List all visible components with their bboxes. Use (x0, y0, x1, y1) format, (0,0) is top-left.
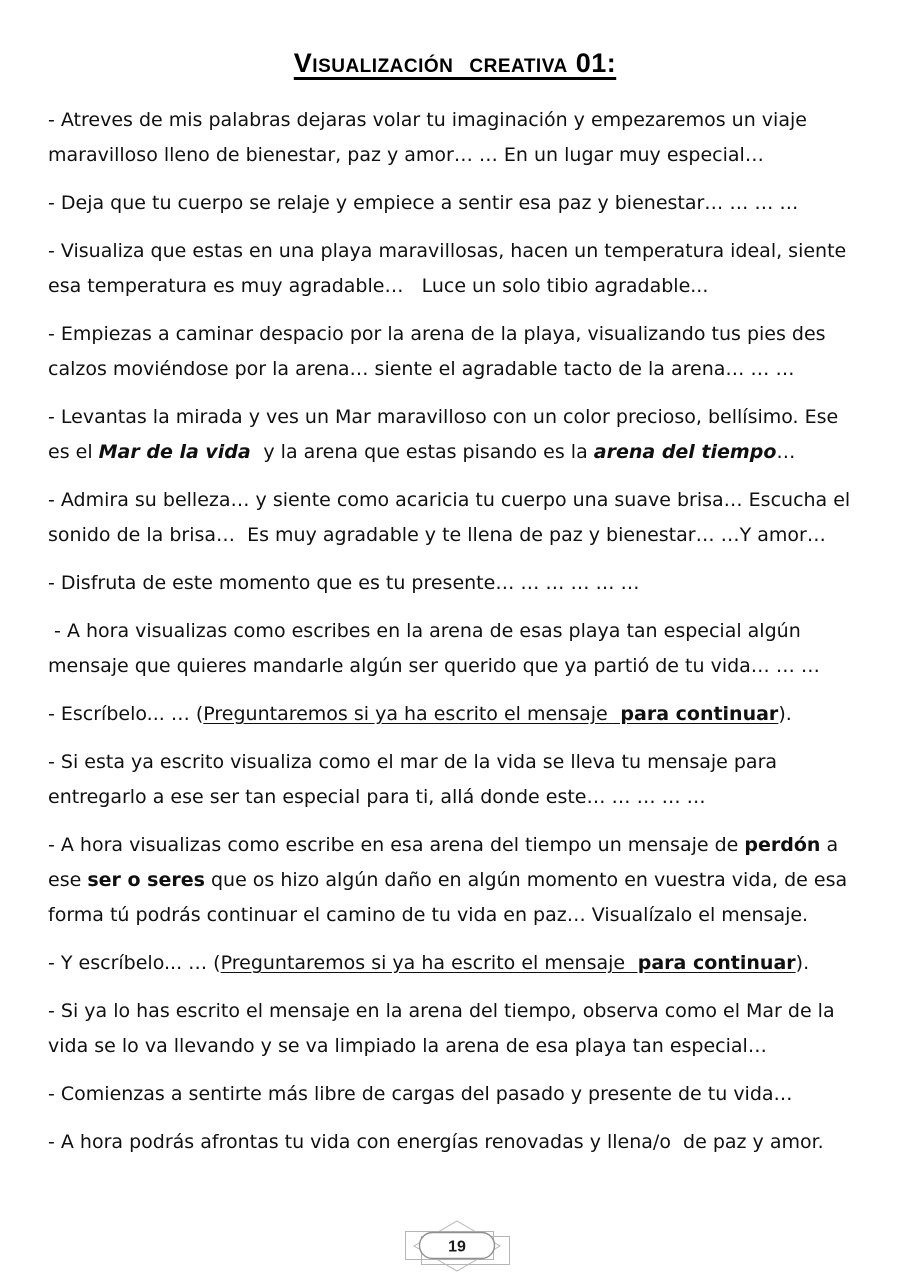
text-segment: - Si ya lo has escrito el mensaje en la arena del tiempo, observa como el Mar de la vida se lo va llevando y se va limpiado la arena de esa playa tan especial… (48, 1000, 841, 1057)
text-segment: - A hora visualizas como escribe en esa arena del tiempo un mensaje de (48, 834, 745, 856)
text-segment: - Empiezas a caminar despacio por la arena de la playa, visualizando tus pies des calzos moviéndose por la arena… siente el agradable tacto de la arena… … … (48, 323, 832, 380)
text-segment: ). (778, 703, 792, 725)
text-segment: ). (795, 952, 810, 974)
text-segment: a ese (48, 834, 845, 891)
text-segment-u: Preguntaremos si ya ha escrito el mensaje (220, 952, 632, 974)
paragraph (48, 186, 862, 221)
text-segment: … (776, 441, 796, 463)
text-segment-bu: para continuar (613, 703, 779, 725)
paragraph (48, 103, 862, 173)
paragraph (48, 745, 862, 815)
page-number: 19 (448, 1238, 466, 1256)
text-segment: que os hizo algún daño en algún momento en vuestra vida, de esa forma tú podrás continuar el camino de tu vida en paz… Visualízalo el mensaje. (48, 869, 854, 926)
paragraph (48, 614, 862, 684)
paragraph (48, 483, 862, 553)
text-segment: - Disfruta de este momento que es tu presente… … … … … … (48, 572, 640, 594)
paragraph (48, 1077, 862, 1112)
text-segment: y la arena que estas pisando es la (257, 441, 594, 463)
text-segment: - Si esta ya escrito visualiza como el mar de la vida se lleva tu mensaje para entregarlo a ese ser tan especial para ti, allá donde este… … … … … (48, 751, 784, 808)
page-title: Visualización creativa 01: (293, 48, 617, 78)
text-segment: - A hora podrás afrontas tu vida con energías renovadas y llena/o de paz y amor. (48, 1131, 824, 1153)
text-segment: - Admira su belleza… y siente como acaricia tu cuerpo una suave brisa… Escucha el sonido de la brisa… Es muy agradable y te llena de paz y bienestar… …Y amor… (48, 489, 857, 546)
text-segment: - Atreves de mis palabras dejaras volar tu imaginación y empezaremos un viaje maravilloso lleno de bienestar, paz y amor… … En un lugar muy especial… (48, 109, 813, 166)
text-segment: - Comienzas a sentirte más libre de cargas del pasado y presente de tu vida… (48, 1083, 793, 1105)
paragraph (48, 946, 862, 981)
text-segment-bi: arena del tiempo (593, 441, 777, 463)
paragraph (48, 400, 862, 470)
text-segment: - Visualiza que estas en una playa maravillosas, hacen un temperatura ideal, siente esa temperatura es muy agradable… Luce un solo tibio agradable... (48, 240, 853, 297)
paragraph (48, 317, 862, 387)
text-segment-b: ser o seres (87, 869, 205, 891)
paragraph (48, 1125, 862, 1160)
text-segment-bu: para continuar (631, 952, 796, 974)
page-number-ornament (399, 1219, 517, 1275)
text-segment: - Deja que tu cuerpo se relaje y empiece a sentir esa paz y bienestar… … … … (48, 192, 799, 214)
text-segment-b: perdón (744, 834, 821, 856)
ornament-graphic (399, 1219, 517, 1275)
paragraph (48, 566, 862, 601)
text-segment: - Escríbelo... … ( (48, 703, 204, 725)
text-segment: - Y escríbelo... … ( (48, 952, 221, 974)
text-segment-bi: Mar de la vida (98, 441, 258, 463)
paragraph (48, 697, 862, 732)
paragraph (48, 828, 862, 933)
text-segment: - Levantas la mirada y ves un Mar maravilloso con un color precioso, bellísimo. Ese es el (48, 406, 845, 463)
paragraph (48, 234, 862, 304)
text-segment-u: Preguntaremos si ya ha escrito el mensaje (203, 703, 614, 725)
paragraph (48, 994, 862, 1064)
document-body (48, 103, 862, 1160)
text-segment: - A hora visualizas como escribes en la arena de esas playa tan especial algún mensaje que quieres mandarle algún ser querido que ya partió de tu vida… … … (48, 620, 820, 677)
